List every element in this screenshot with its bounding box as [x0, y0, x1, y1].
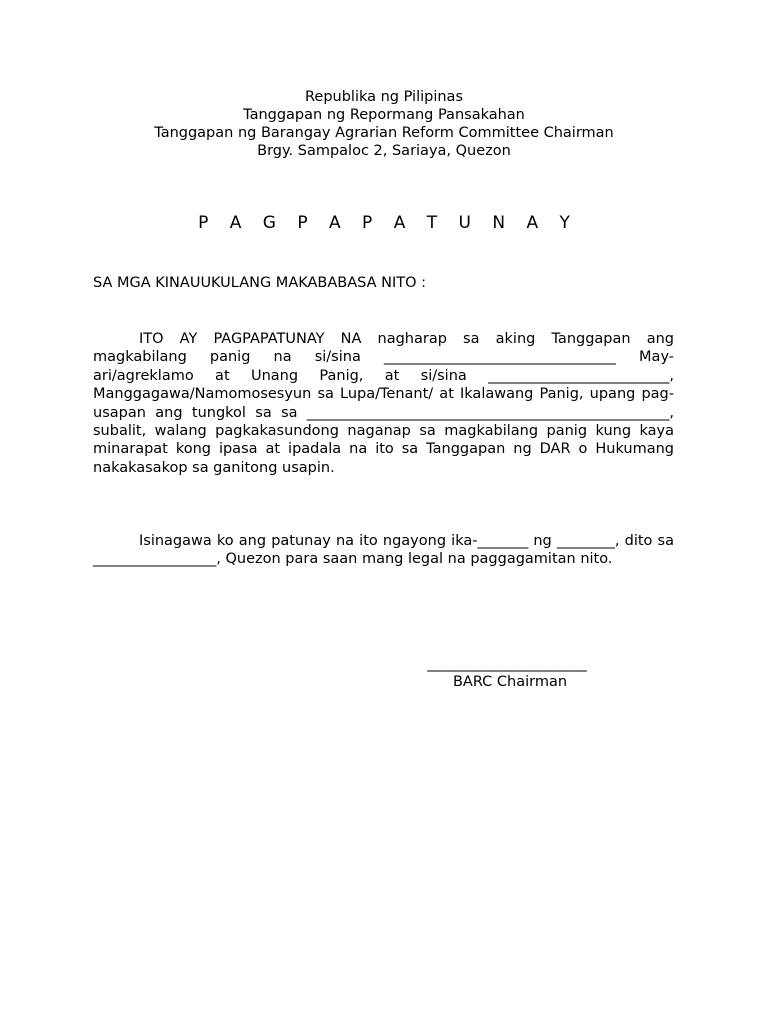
- letterhead-office: Tanggapan ng Repormang Pansakahan: [243, 107, 525, 123]
- signature-block: [416, 655, 598, 691]
- letterhead-committee: Tanggapan ng Barangay Agrarian Reform Committee Chairman: [154, 125, 614, 141]
- letterhead-country: Republika ng Pilipinas: [304, 89, 463, 105]
- signature-line: ______________________: [427, 656, 587, 672]
- certification-paragraph: ITO AY PAGPAPATUNAY NA nagharap sa aking Tanggapan ang magkabilang panig na si/sina ________________________________ May-ari/agreklamo at Unang Panig, at si/sina _________________________, Manggagawa/Namomosesyun sa Lupa/Tenant/ at Ikalawang Panig, upang pag-usapan ang tungkol sa sa __________________________________________________, subalit, walang pagkakasundong naganap sa magkabilang panig kung kaya minarapat kong ipasa at ipadala na ito sa Tanggapan ng DAR o Hukumang nakakasakop sa ganitong usapin.: [93, 331, 674, 476]
- letterhead-address: Brgy. Sampaloc 2, Sariaya, Quezon: [257, 143, 511, 159]
- execution-paragraph: Isinagawa ko ang patunay na ito ngayong ika-_______ ng ________, dito sa _________________, Quezon para saan mang legal na paggagamitan nito.: [93, 533, 674, 568]
- salutation: SA MGA KINAUUKULANG MAKABABASA NITO :: [93, 275, 427, 291]
- document-title: P A G P A P A T U N A Y: [198, 213, 578, 233]
- letterhead: [0, 88, 768, 160]
- signatory-title: BARC Chairman: [452, 674, 568, 690]
